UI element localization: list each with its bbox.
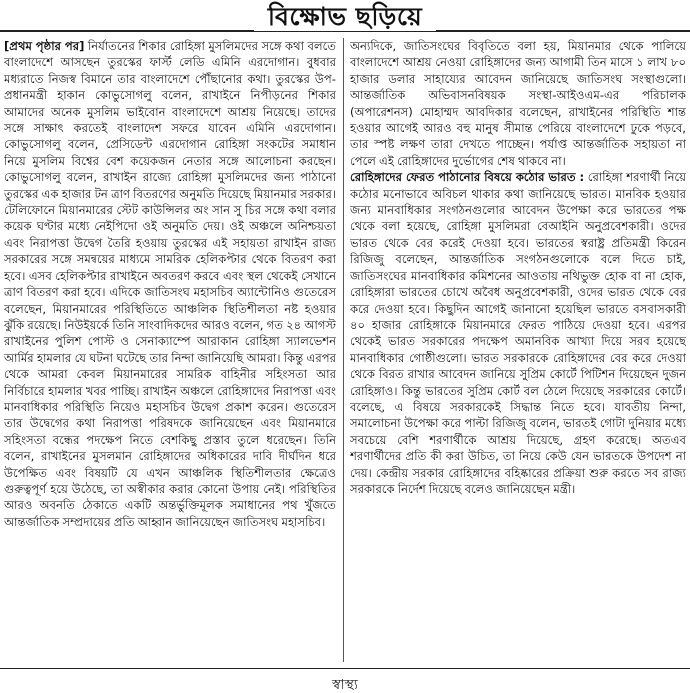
next-article-heading-fragment: স্বাস্থ্য (332, 677, 358, 693)
continued-from-front-tag: [প্রথম পৃষ্ঠার পর] (4, 39, 85, 53)
headline-text: বিক্ষোভ ছড়িয়ে (254, 2, 436, 31)
right-paragraph-1: অন্যদিকে, জাতিসংঘের বিবৃতিতে বলা হয়, মিয়ানমার থেকে পালিয়ে বাংলাদেশে আশ্রয় নেওয়া রোহিঙ্গাদের জন্য আগামী তিন মাসে ১ লাখ ৮০ হাজার ডলার সাহায্যের আবেদন জানিয়েছে জাতিসংঘ সংস্থাগুলো। আন্তর্জাতিক অভিবাসনবিষয়ক সংস্থা-আইওএম-এর পরিচালক (অপারেশনস) মোহাম্মদ আবদিকার বলেছেন, রাখাইনের পরিস্থিতি শান্ত হওয়ার আগেই আরও বহু মানুষ সীমান্ত পেরিয়ে বাংলাদেশে ঢুকে পড়বে, তার স্পষ্ট লক্ষণ তারা দেখতে পাচ্ছেন। পর্যাপ্ত আন্তর্জাতিক সহায়তা না পেলে এই রোহিঙ্গাদের দুর্ভোগের শেষ থাকবে না। (350, 39, 686, 168)
india-subhead: রোহিঙ্গাদের ফেরত পাঠানোর বিষয়ে কঠোর ভারত : (350, 170, 585, 185)
left-paragraph (4, 38, 336, 530)
right-paragraph-2 (350, 169, 686, 497)
column-divider (343, 38, 344, 662)
footer-rule (0, 668, 690, 669)
article-left-column (4, 38, 336, 662)
right-paragraph-2-text: রোহিঙ্গা শরণার্থী নিয়ে কঠোর মনোভাবে অবিচল থাকার কথা জানিয়েছে ভারত। মানবিক হওয়ার জন্য মানবাধিকার সংগঠনগুলোর আবেদন উপেক্ষা করে ভারতের পক্ষ থেকে বলা হয়েছে, রোহিঙ্গা মুসলিমরা বেআইনি অনুপ্রবেশকারী। ওদের ভারত থেকে বের করেই দেওয়া হবে। ভারতের স্বরাষ্ট্র প্রতিমন্ত্রী কিরেন রিজিজু বলেছেন, আন্তর্জাতিক সংগঠনগুলোকে বলে দিতে চাই, জাতিসংঘের মানবাধিকার কমিশনের আওতায় নথিভুক্ত হোক বা না হোক, রোহিঙ্গারা ভারতের চোখে অবৈধ অনুপ্রবেশকারী, ওদের ভারত থেকে বের করে দেওয়া হবে। কিছুদিন আগেই জানানো হয়েছিল ভারতে বসবাসকারী ৪০ হাজার রোহিঙ্গাকে মিয়ানমারে ফেরত পাঠিয়ে দেওয়া হবে। এরপর থেকেই ভারত সরকারের পদক্ষেপ অমানবিক আখ্যা দিয়ে সরব হয়েছে মানবাধিকার গোষ্ঠীগুলো। ভারত সরকারকে রোহিঙ্গাদের বের করে দেওয়া থেকে বিরত রাখার আবেদন জানিয়ে সুপ্রিম কোর্টে পিটিশন দিয়েছেন দুজন রোহিঙ্গাও। কিন্তু ভারতের সুপ্রিম কোর্ট বল ঠেলে দিয়েছে সরকারের কোর্টে। বলেছে, এ বিষয়ে সরকারকেই সিদ্ধান্ত নিতে হবে। যাবতীয় নিন্দা, সমালোচনা উপেক্ষা করে পাল্টা রিজিজু বলেন, ভারতই গোটা দুনিয়ার মধ্যে সবচেয়ে বেশি শরণার্থীকে আশ্রয় দিয়েছে, গ্রহণ করেছে। অতএব শরণার্থীদের প্রতি কী করা উচিত, তা নিয়ে কেউ যেন ভারতকে উপদেশ না দেয়। কেন্দ্রীয় সরকার রোহিঙ্গাদের বহিষ্কারের প্রক্রিয়া শুরু করতে সব রাজ্য সরকারকে নির্দেশ দিয়েছে বলেও জানিয়েছেন মন্ত্রী। (350, 170, 686, 496)
headline (0, 0, 690, 32)
left-body-text: নির্যাতনের শিকার রোহিঙ্গা মুসলিমদের সঙ্গে কথা বলতে বাংলাদেশে আসছেন তুরস্কের ফার্স্ট লেডি এমিনি এরদোগান। বুধবার মধ্যরাতে নিজস্ব বিমানে তার বাংলাদেশে পৌঁছানোর কথা। তুরস্কের উপ-প্রধানমন্ত্রী হাকান কোভুসোগলু বলেন, রাখাইনে নিপীড়নের শিকার আমাদের অনেক মুসলিম ভাইবোন বাংলাদেশে আশ্রয় নিয়েছে। তাদের সঙ্গে সাক্ষাৎ করতেই বাংলাদেশ সফরে যাবেন এমিনি এরদোগান। কোভুসোগলু বলেন, প্রেসিডেন্ট এরদোগান রোহিঙ্গা সংকটের সমাধান নিয়ে মুসলিম বিশ্বের বেশ কয়েকজন নেতার সঙ্গে আলোচনা করছেন। কোভুসোগলু বলেন, রাখাইন রাজ্যে রোহিঙ্গা মুসলিমদের জন্য পাঠানো তুরস্কের এক হাজার টন ত্রাণ বিতরণের অনুমতি দিয়েছে মিয়ানমার সরকার। টেলিফোনে মিয়ানমারের স্টেট কাউন্সিলর অং সান সু চির সঙ্গে কথা বলার কয়েক ঘণ্টার মধ্যে নেইপিদো ওই অনুমতি দেয়। ওই অঞ্চলে অনিশ্চয়তা এবং নিরাপত্তা উদ্বেগ তৈরি হওয়ায় তুরস্কের এই সহায়তা রাখাইন রাজ্য সরকারের সঙ্গে সমন্বয়ের মাধ্যমে সামরিক হেলিকপ্টার থেকে বিতরণ করা হবে। এসব হেলিকপ্টার রাখাইনে অবতরণ করবে এবং স্থল থেকেই সেখানে ত্রাণ বিতরণ করা হবে। এদিকে জাতিসংঘ মহাসচিব অ্যান্টোনিও গুতেরেস বলেছেন, মিয়ানমারের পরিস্থিতিতে আঞ্চলিক স্থিতিশীলতা নষ্ট হওয়ার ঝুঁকি রয়েছে। নিউইয়র্কে তিনি সাংবাদিকদের আরও বলেন, গত ২৪ আগস্ট রাখাইনের পুলিশ পোস্ট ও সেনাক্যাম্পে আরাকান রোহিঙ্গা স্যালভেশন আর্মির হামলার যে ঘটনা ঘটেছে তার নিন্দা জানিয়েছি আমরা। কিন্তু এরপর থেকে আমরা কেবল মিয়ানমারের সামরিক বাহিনীর সহিংসতা আর নির্বিচারে হামলার খবর পাচ্ছি। রাখাইন অঞ্চলে রোহিঙ্গাদের নিরাপত্তা এবং মানবাধিকার পরিস্থিতি নিয়েও মহাসচিব উদ্বেগ প্রকাশ করেন। গুতেরেস তার উদ্বেগের কথা নিরাপত্তা পরিষদকে জানিয়েছেন এবং মিয়ানমারে সহিংসতা বন্ধের পদক্ষেপ নিতে বেশকিছু প্রস্তাব তুলে ধরেছেন। তিনি বলেন, রাখাইনের মুসলমান রোহিঙ্গাদের অধিকারের দাবি দীর্ঘদিন ধরে উপেক্ষিত এবং বিষয়টি যে এখন আঞ্চলিক স্থিতিশীলতার ক্ষেত্রেও গুরুত্বপূর্ণ হয়ে উঠেছে, তা অস্বীকার করার কোনো উপায় নেই। পরিস্থিতির আরও অবনতি ঠেকাতে একটি অন্তর্ভুক্তিমূলক সমাধানের পথ খুঁজতে আন্তর্জাতিক সম্প্রদায়ের প্রতি আহ্বান জানিয়েছেন জাতিসংঘ মহাসচিব। (4, 39, 336, 529)
article-right-column (350, 38, 686, 662)
